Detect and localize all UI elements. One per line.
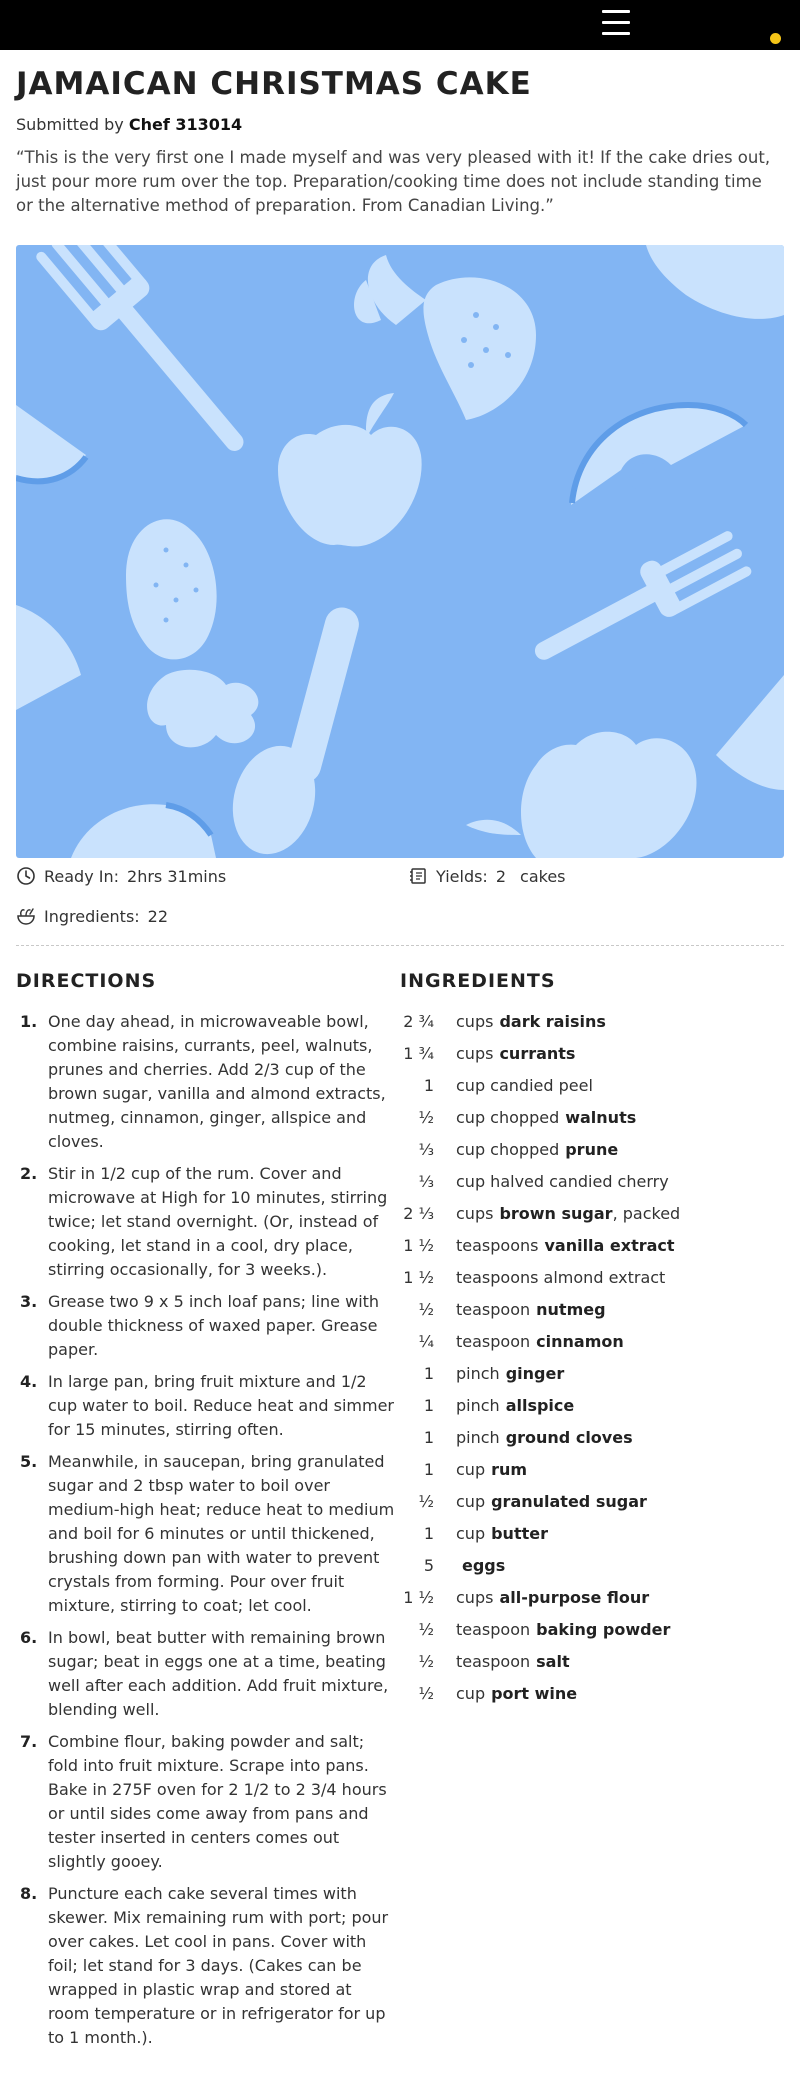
ingredient-item	[400, 1202, 784, 1234]
recipe-title: JAMAICAN CHRISTMAS CAKE	[16, 66, 532, 102]
ingredient-item	[400, 1170, 784, 1202]
ingredient-item	[400, 1650, 784, 1682]
ingredient-item	[400, 1554, 784, 1586]
ingredient-name[interactable]: ground cloves	[505, 1428, 633, 1447]
ready-in	[16, 866, 226, 886]
ingredients-heading: INGREDIENTS	[400, 970, 556, 992]
ingredient-item	[400, 1362, 784, 1394]
menu-line	[602, 32, 630, 35]
ingredient-item	[400, 1330, 784, 1362]
step-text: Grease two 9 x 5 inch loaf pans; line with double thickness of waxed paper. Grease paper.	[48, 1292, 380, 1359]
ingredients-list	[400, 1010, 784, 1714]
ingredient-name[interactable]: cinnamon	[536, 1332, 624, 1351]
ingredient-quantity: ¼	[418, 1332, 434, 1351]
ingredient-name[interactable]: port wine	[491, 1684, 578, 1703]
ingredient-unit: cup chopped	[456, 1108, 560, 1127]
ingredient-name[interactable]: brown sugar	[499, 1204, 613, 1223]
ingredient-unit: teaspoons almond extract	[456, 1268, 666, 1287]
ingredient-item	[400, 1106, 784, 1138]
ingredients-count-value: 22	[147, 906, 169, 926]
ingredient-unit: cup	[456, 1460, 486, 1479]
menu-line	[602, 21, 630, 24]
ingredient-quantity: ½	[418, 1620, 434, 1639]
ingredient-unit: pinch	[456, 1364, 500, 1383]
step-text: Combine flour, baking powder and salt; fold into fruit mixture. Scrape into pans. Bake in 275F oven for 2 1/2 to 2 3/4 hours or until sides come away from pans and tester inserted in centers comes out slightly gooey.	[48, 1732, 387, 1871]
ingredient-quantity: ½	[418, 1492, 434, 1511]
direction-step	[16, 1730, 396, 1874]
step-number: 8.	[20, 1884, 38, 1903]
watermelon-slice-icon	[71, 804, 216, 858]
lemon-slice-icon	[716, 675, 784, 790]
ingredient-name[interactable]: prune	[565, 1140, 619, 1159]
ingredient-name[interactable]: rum	[491, 1460, 528, 1479]
ingredient-item	[400, 1042, 784, 1074]
direction-step	[16, 1290, 396, 1362]
top-navigation-bar	[0, 0, 800, 50]
step-text: Meanwhile, in saucepan, bring granulated sugar and 2 tbsp water to boil over medium-high heat; reduce heat to medium and boil for 6 minutes or until thickened, brushing down pan with water to prevent crystals from forming. Pour over fruit mixture, stirring to coat; let cool.	[48, 1452, 395, 1615]
ingredients-count-label: Ingredients:	[44, 906, 140, 926]
ingredient-name[interactable]: granulated sugar	[491, 1492, 647, 1511]
submitted-by-label: Submitted by	[16, 115, 124, 134]
ingredient-unit: pinch	[456, 1428, 500, 1447]
ready-in-value: 2hrs 31mins	[127, 866, 227, 886]
yields-label: Yields:	[436, 866, 488, 886]
direction-step	[16, 1450, 396, 1618]
step-text: Stir in 1/2 cup of the rum. Cover and microwave at High for 10 minutes, stirring twice; let stand overnight. (Or, instead of cooking, let stand in a cool, dry place, stirring occasionally, for 3 weeks.).	[48, 1164, 388, 1279]
ingredient-unit: cup	[456, 1524, 486, 1543]
yields-value: 2	[495, 866, 507, 886]
hamburger-menu-icon[interactable]	[598, 6, 634, 40]
ingredient-unit: teaspoon	[456, 1332, 531, 1351]
ingredient-name[interactable]: currants	[499, 1044, 576, 1063]
ingredient-quantity: ½	[418, 1684, 434, 1703]
step-text: Puncture each cake several times with skewer. Mix remaining rum with port; pour over cakes. Let cool in pans. Cover with foil; let stand for 3 days. (Cakes can be wrapped in plastic wrap and stored at room temperature or in refrigerator for up to 1 month.).	[48, 1884, 389, 2047]
ingredient-unit: pinch	[456, 1396, 500, 1415]
ingredient-unit: cup	[456, 1684, 486, 1703]
ingredient-item	[400, 1298, 784, 1330]
notification-dot[interactable]	[770, 33, 781, 44]
step-text: One day ahead, in microwaveable bowl, combine raisins, currants, peel, walnuts, prunes and cherries. Add 2/3 cup of the brown sugar, vanilla and almond extracts, nutmeg, cinnamon, ginger, allspice and cloves.	[48, 1012, 386, 1151]
fork-icon	[522, 521, 753, 682]
ingredient-quantity: 1	[423, 1524, 434, 1543]
strawberry-icon	[126, 519, 258, 747]
ingredient-item	[400, 1426, 784, 1458]
ingredient-unit: teaspoon	[456, 1620, 531, 1639]
ingredient-quantity: 1 ½	[403, 1268, 434, 1287]
ingredient-note: , packed	[612, 1204, 681, 1223]
ingredient-name[interactable]: allspice	[505, 1396, 575, 1415]
ready-in-label: Ready In:	[44, 866, 120, 886]
ingredient-item	[400, 1394, 784, 1426]
ingredient-name[interactable]: dark raisins	[499, 1012, 606, 1031]
ingredient-item	[400, 1586, 784, 1618]
ingredient-quantity: 1 ¾	[403, 1044, 434, 1063]
ingredient-name[interactable]: all-purpose flour	[499, 1588, 650, 1607]
step-number: 2.	[20, 1164, 38, 1183]
author-link[interactable]: Chef 313014	[128, 115, 243, 134]
direction-step	[16, 1010, 396, 1154]
ingredient-unit: teaspoon	[456, 1300, 531, 1319]
ingredient-name[interactable]: butter	[491, 1524, 548, 1543]
submitted-by	[16, 115, 242, 134]
lemon-slice-icon	[646, 245, 784, 319]
ingredient-item	[400, 1490, 784, 1522]
step-number: 4.	[20, 1372, 38, 1391]
fork-icon	[34, 245, 268, 471]
direction-step	[16, 1882, 396, 2050]
ingredient-unit: cup halved candied cherry	[456, 1172, 669, 1191]
ingredient-item	[400, 1458, 784, 1490]
ingredient-item	[400, 1522, 784, 1554]
watermelon-slice-icon	[571, 405, 746, 505]
ingredients-bowl-icon	[16, 906, 36, 926]
menu-line	[602, 10, 630, 13]
ingredient-name[interactable]: walnuts	[565, 1108, 637, 1127]
ingredient-name[interactable]: nutmeg	[536, 1300, 606, 1319]
ingredient-item	[400, 1138, 784, 1170]
ingredient-quantity: 2 ⅓	[403, 1204, 434, 1223]
ingredient-item	[400, 1682, 784, 1714]
ingredient-quantity: ½	[418, 1108, 434, 1127]
ingredient-quantity: ⅓	[418, 1172, 434, 1191]
ingredient-name[interactable]: baking powder	[536, 1620, 671, 1639]
ingredient-quantity: ½	[418, 1300, 434, 1319]
ingredient-quantity: 1	[423, 1396, 434, 1415]
strawberry-icon	[354, 255, 536, 420]
ingredient-name[interactable]: eggs	[462, 1556, 506, 1575]
ingredient-quantity: ½	[418, 1652, 434, 1671]
ingredient-quantity: 1 ½	[403, 1236, 434, 1255]
section-divider	[16, 945, 784, 946]
ingredient-item	[400, 1074, 784, 1106]
ingredient-quantity: 1	[423, 1460, 434, 1479]
ingredient-quantity: 2 ¾	[403, 1012, 434, 1031]
ingredient-quantity: 1 ½	[403, 1588, 434, 1607]
ingredient-quantity: 1	[423, 1364, 434, 1383]
ingredient-unit: cup	[456, 1492, 486, 1511]
direction-step	[16, 1162, 396, 1282]
yields-unit: cakes	[520, 866, 566, 886]
recipe-card-icon	[408, 866, 428, 886]
ingredient-quantity: 1	[423, 1428, 434, 1447]
ingredient-quantity: 1	[423, 1076, 434, 1095]
ingredient-quantity: 5	[423, 1556, 434, 1575]
ingredient-unit: cups	[456, 1044, 494, 1063]
ingredient-unit: teaspoons	[456, 1236, 539, 1255]
step-number: 7.	[20, 1732, 38, 1751]
directions-list	[16, 1010, 396, 2058]
direction-step	[16, 1626, 396, 1722]
yields	[408, 866, 566, 886]
ingredient-name[interactable]: ginger	[505, 1364, 565, 1383]
ingredient-unit: cup candied peel	[456, 1076, 593, 1095]
step-number: 5.	[20, 1452, 38, 1471]
recipe-description: “This is the very first one I made myself and was very pleased with it! If the cake dries out, just pour more rum over the top. Preparation/cooking time does not include standing time or the alternative method of preparation. From Canadian Living.”	[16, 148, 771, 215]
ingredient-unit: cup chopped	[456, 1140, 560, 1159]
clock-icon	[16, 866, 36, 886]
step-number: 6.	[20, 1628, 38, 1647]
ingredient-item	[400, 1266, 784, 1298]
ingredient-item	[400, 1010, 784, 1042]
apple-icon	[466, 732, 696, 858]
ingredient-name[interactable]: vanilla extract	[544, 1236, 675, 1255]
step-number: 3.	[20, 1292, 38, 1311]
direction-step	[16, 1370, 396, 1442]
ingredient-item	[400, 1234, 784, 1266]
ingredient-item	[400, 1618, 784, 1650]
directions-heading: DIRECTIONS	[16, 970, 157, 992]
step-text: In large pan, bring fruit mixture and 1/2 cup water to boil. Reduce heat and simmer for 15 minutes, stirring often.	[48, 1372, 394, 1439]
food-pattern-illustration	[16, 245, 784, 858]
ingredient-quantity: ⅓	[418, 1140, 434, 1159]
ingredients-count	[16, 906, 168, 926]
step-number: 1.	[20, 1012, 38, 1031]
ingredient-unit: teaspoon	[456, 1652, 531, 1671]
ingredient-unit: cups	[456, 1588, 494, 1607]
ingredient-name[interactable]: salt	[536, 1652, 570, 1671]
recipe-image-placeholder	[16, 245, 784, 858]
ingredient-unit: cups	[456, 1204, 494, 1223]
orange-slice-icon	[16, 605, 81, 710]
ingredient-unit: cups	[456, 1012, 494, 1031]
apple-icon	[278, 393, 422, 546]
step-text: In bowl, beat butter with remaining brown sugar; beat in eggs one at a time, beating well after each addition. Add fruit mixture, blending well.	[48, 1628, 389, 1719]
